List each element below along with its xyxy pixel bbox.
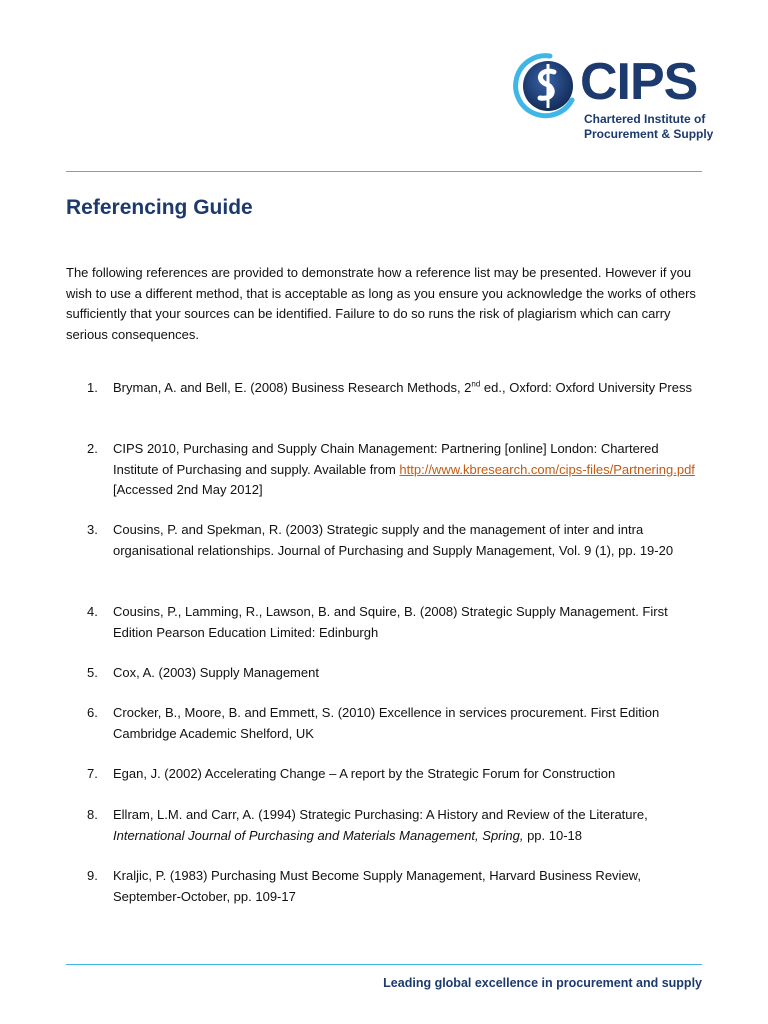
reference-text: Crocker, B., Moore, B. and Emmett, S. (2010) Excellence in services procurement. First Edition Cambridge Academic Shelford, UK <box>113 705 660 741</box>
reference-number: 6. <box>87 705 98 720</box>
reference-text-part: [Accessed 2nd May 2012] <box>113 482 263 498</box>
logo-tagline <box>584 112 713 142</box>
logo-wordmark: CIPS <box>580 53 698 111</box>
logo-tagline-line1: Chartered Institute of <box>584 112 706 126</box>
reference-number: 3. <box>87 522 98 537</box>
reference-text-part: CIPS 2010, Purchasing and Supply Chain Management: Partnering [online] London: Chartered Institute of Purchasing and supply. Available from <box>113 441 659 477</box>
cips-logo <box>510 50 714 150</box>
reference-number: 9. <box>87 868 98 883</box>
intro-paragraph: The following references are provided to demonstrate how a reference list may be presented. However if you wish to use a different method, that is acceptable as long as you ensure you acknowledge the works of others sufficiently that your sources can be identified. Failure to do so runs the risk of plagiarism which can carry serious consequences. <box>66 265 696 343</box>
ordinal-superscript: nd <box>471 379 481 389</box>
reference-number: 5. <box>87 665 98 680</box>
partnering-pdf-link[interactable]: http://www.kbresearch.com/cips-files/Partnering.pdf <box>399 461 695 477</box>
reference-text: Cox, A. (2003) Supply Management <box>113 665 319 680</box>
reference-text: Cousins, P., Lamming, R., Lawson, B. and Squire, B. (2008) Strategic Supply Management. First Edition Pearson Education Limited: Edinburgh <box>113 604 668 640</box>
cips-emblem-icon <box>510 50 580 120</box>
reference-text: Kraljic, P. (1983) Purchasing Must Become Supply Management, Harvard Business Review, September-October, pp. 109-17 <box>113 868 641 904</box>
logo-tagline-line2: Procurement & Supply <box>584 127 714 141</box>
reference-text-part: Ellram, L.M. and Carr, A. (1994) Strategic Purchasing: A History and Review of the Literature, <box>113 807 648 822</box>
reference-text-part: Bryman, A. and Bell, E. (2008) Business Research Methods, 2 <box>113 380 472 395</box>
reference-text <box>113 439 703 501</box>
footer-divider <box>66 964 702 965</box>
reference-text: Cousins, P. and Spekman, R. (2003) Strategic supply and the management of inter and intra organisational relationships. Journal of Purchasing and Supply Management, Vol. 9 (1), pp. 19-20 <box>113 522 674 558</box>
reference-text <box>113 378 703 399</box>
header-divider <box>66 171 702 172</box>
reference-text: Egan, J. (2002) Accelerating Change – A report by the Strategic Forum for Construction <box>113 766 616 781</box>
reference-number: 2. <box>87 441 98 456</box>
reference-number: 7. <box>87 766 98 781</box>
reference-text-part: pp. 10-18 <box>523 827 583 843</box>
reference-text <box>113 805 703 846</box>
journal-title: International Journal of Purchasing and Materials Management, Spring, <box>113 827 524 843</box>
reference-text-part: ed., Oxford: Oxford University Press <box>480 380 692 395</box>
reference-number: 4. <box>87 604 98 619</box>
page-title: Referencing Guide <box>66 196 253 219</box>
reference-number: 8. <box>87 807 98 822</box>
footer-slogan: Leading global excellence in procurement and supply <box>383 976 702 990</box>
reference-number: 1. <box>87 380 98 395</box>
